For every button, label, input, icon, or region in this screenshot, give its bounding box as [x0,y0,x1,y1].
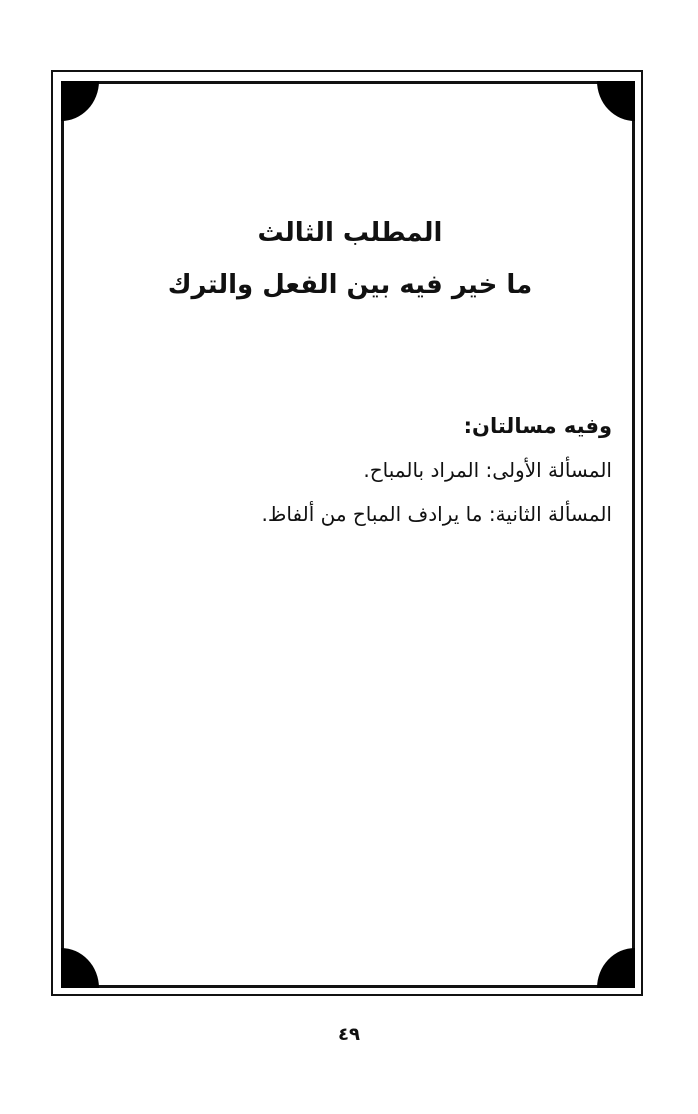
section-title: المطلب الثالث [257,218,443,248]
intro-text: وفيه مسالتان: [463,414,612,438]
issue-two: المسألة الثانية: ما يرادف المباح من ألفاظ. [261,502,612,526]
issue-one: المسألة الأولى: المراد بالمباح. [363,458,612,482]
section-subtitle: ما خير فيه بين الفعل والترك [167,270,533,300]
page-number: ٤٩ [338,1024,360,1045]
